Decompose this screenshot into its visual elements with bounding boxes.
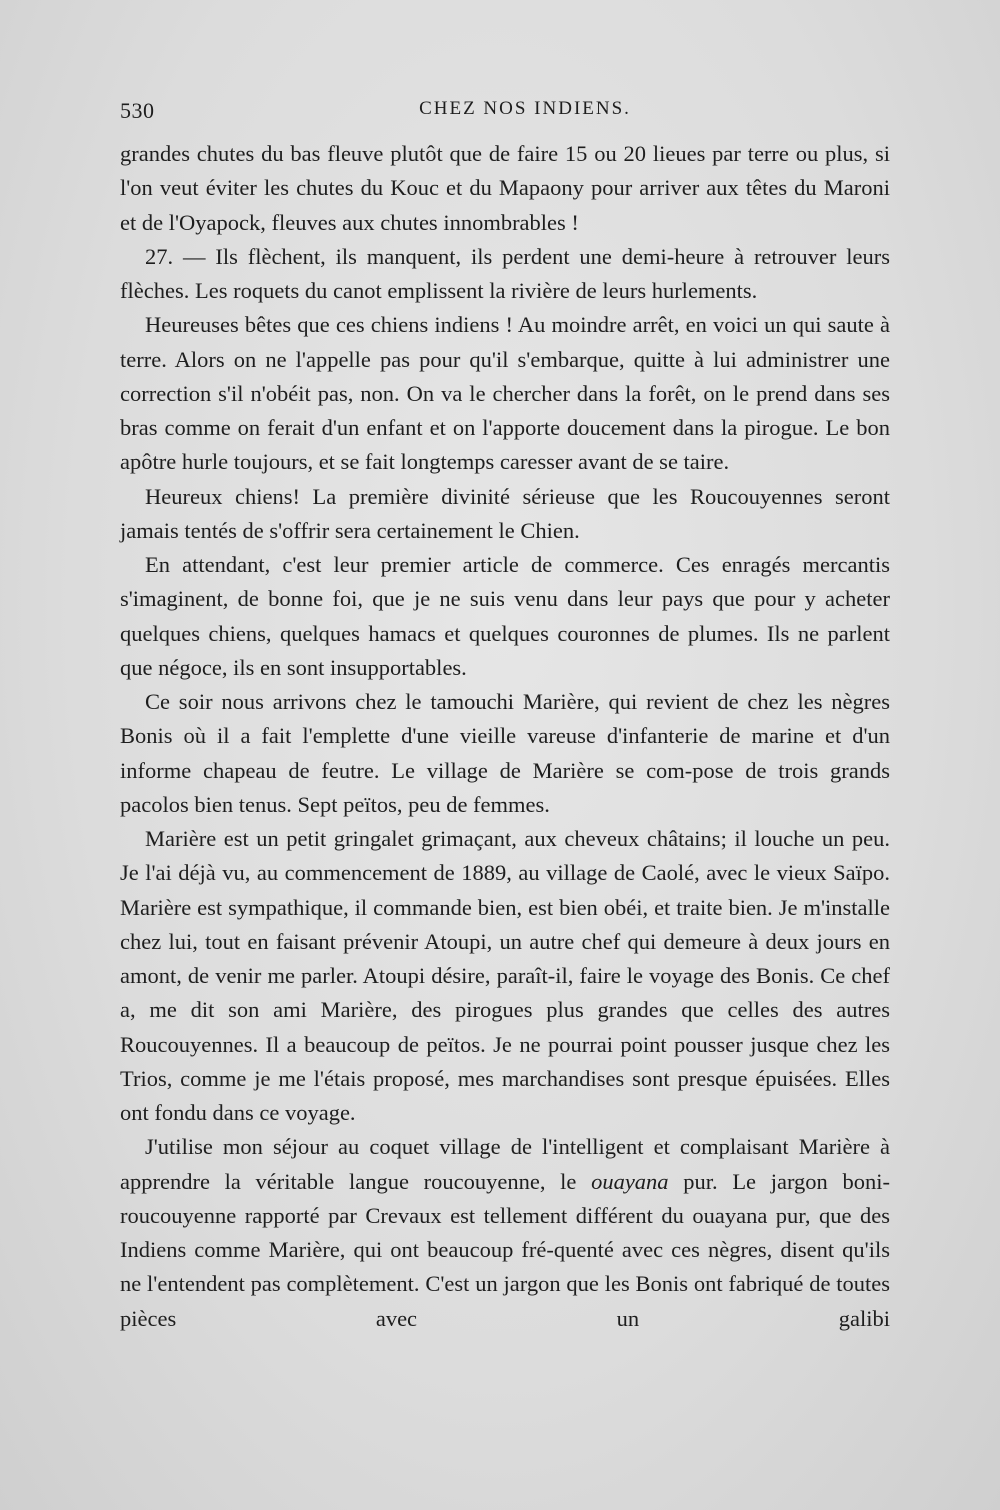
paragraph-text: J'utilise mon séjour au coquet village de l'intelligent et complaisant Marière à apprendre la véritable langue roucouyenne, le [120, 1134, 890, 1194]
page-number: 530 [120, 98, 155, 123]
paragraph: Heureuses bêtes que ces chiens indiens ! Au moindre arrêt, en voici un qui saute à terre. Alors on ne l'appelle pas pour qu'il s'embarque, quitte à lui administrer une correction s'il n'obéit pas, non. On va le chercher dans la forêt, on le prend dans ses bras comme on ferait d'un enfant et on l'apporte doucement dans la pirogue. Le bon apôtre hurle toujours, et se fait longtemps caresser avant de se taire. [120, 312, 890, 475]
running-head [120, 98, 890, 128]
paragraph: Ce soir nous arrivons chez le tamouchi Marière, qui revient de chez les nègres Bonis où il a fait l'emplette d'une vieille vareuse d'infanterie de marine et d'un informe chapeau de feutre. Le village de Marière se com-pose de trois grands pacolos bien tenus. Sept peïtos, peu de femmes. [120, 689, 890, 817]
italic-term: ouayana [591, 1168, 669, 1194]
paragraph [120, 1130, 890, 1336]
paragraph: 27. — Ils flèchent, ils manquent, ils perdent une demi-heure à retrouver leurs flèches. Les roquets du canot emplissent la rivière de leurs hurlements. [120, 243, 890, 303]
paragraph: Heureux chiens! La première divinité sérieuse que les Roucouyennes seront jamais tentés de s'offrir sera certainement le Chien. [120, 483, 890, 543]
paragraph: grandes chutes du bas fleuve plutôt que de faire 15 ou 20 lieues par terre ou plus, si l'on veut éviter les chutes du Kouc et du Mapaony pour arriver aux têtes du Maroni et de l'Oyapock, fleuves aux chutes innombrables ! [120, 141, 890, 235]
paragraph: En attendant, c'est leur premier article de commerce. Ces enragés mercantis s'imaginent, de bonne foi, que je ne suis venu dans leur pays que pour y acheter quelques chiens, quelques hamacs et quelques couronnes de plumes. Ils ne parlent que négoce, ils en sont insupportables. [120, 552, 890, 680]
body-text [120, 137, 890, 1336]
paragraph-text: pur. Le jargon boni-roucouyenne rapporté par Crevaux est tellement différent du ouayana pur, que des Indiens comme Marière, qui ont beaucoup fré-quenté avec ces nègres, disent qu'ils ne l'entendent pas complètement. C'est un jargon que les Bonis ont fabriqué de toutes pièces avec un galibi [120, 1168, 890, 1331]
paragraph: Marière est un petit gringalet grimaçant, aux cheveux châtains; il louche un peu. Je l'ai déjà vu, au commencement de 1889, au village de Caolé, avec le vieux Saïpo. Marière est sympathique, il commande bien, est bien obéi, et traite bien. Je m'installe chez lui, tout en faisant prévenir Atoupi, un autre chef qui demeure à deux jours en amont, de venir me parler. Atoupi désire, paraît-il, faire le voyage des Bonis. Ce chef a, me dit son ami Marière, des pirogues plus grandes que celles des autres Roucouyennes. Il a beaucoup de peïtos. Je ne pourrai point pousser jusque chez les Trios, comme je me l'étais proposé, mes marchandises sont presque épuisées. Elles ont fondu dans ce voyage. [120, 826, 890, 1125]
running-title: CHEZ NOS INDIENS. [419, 98, 631, 119]
